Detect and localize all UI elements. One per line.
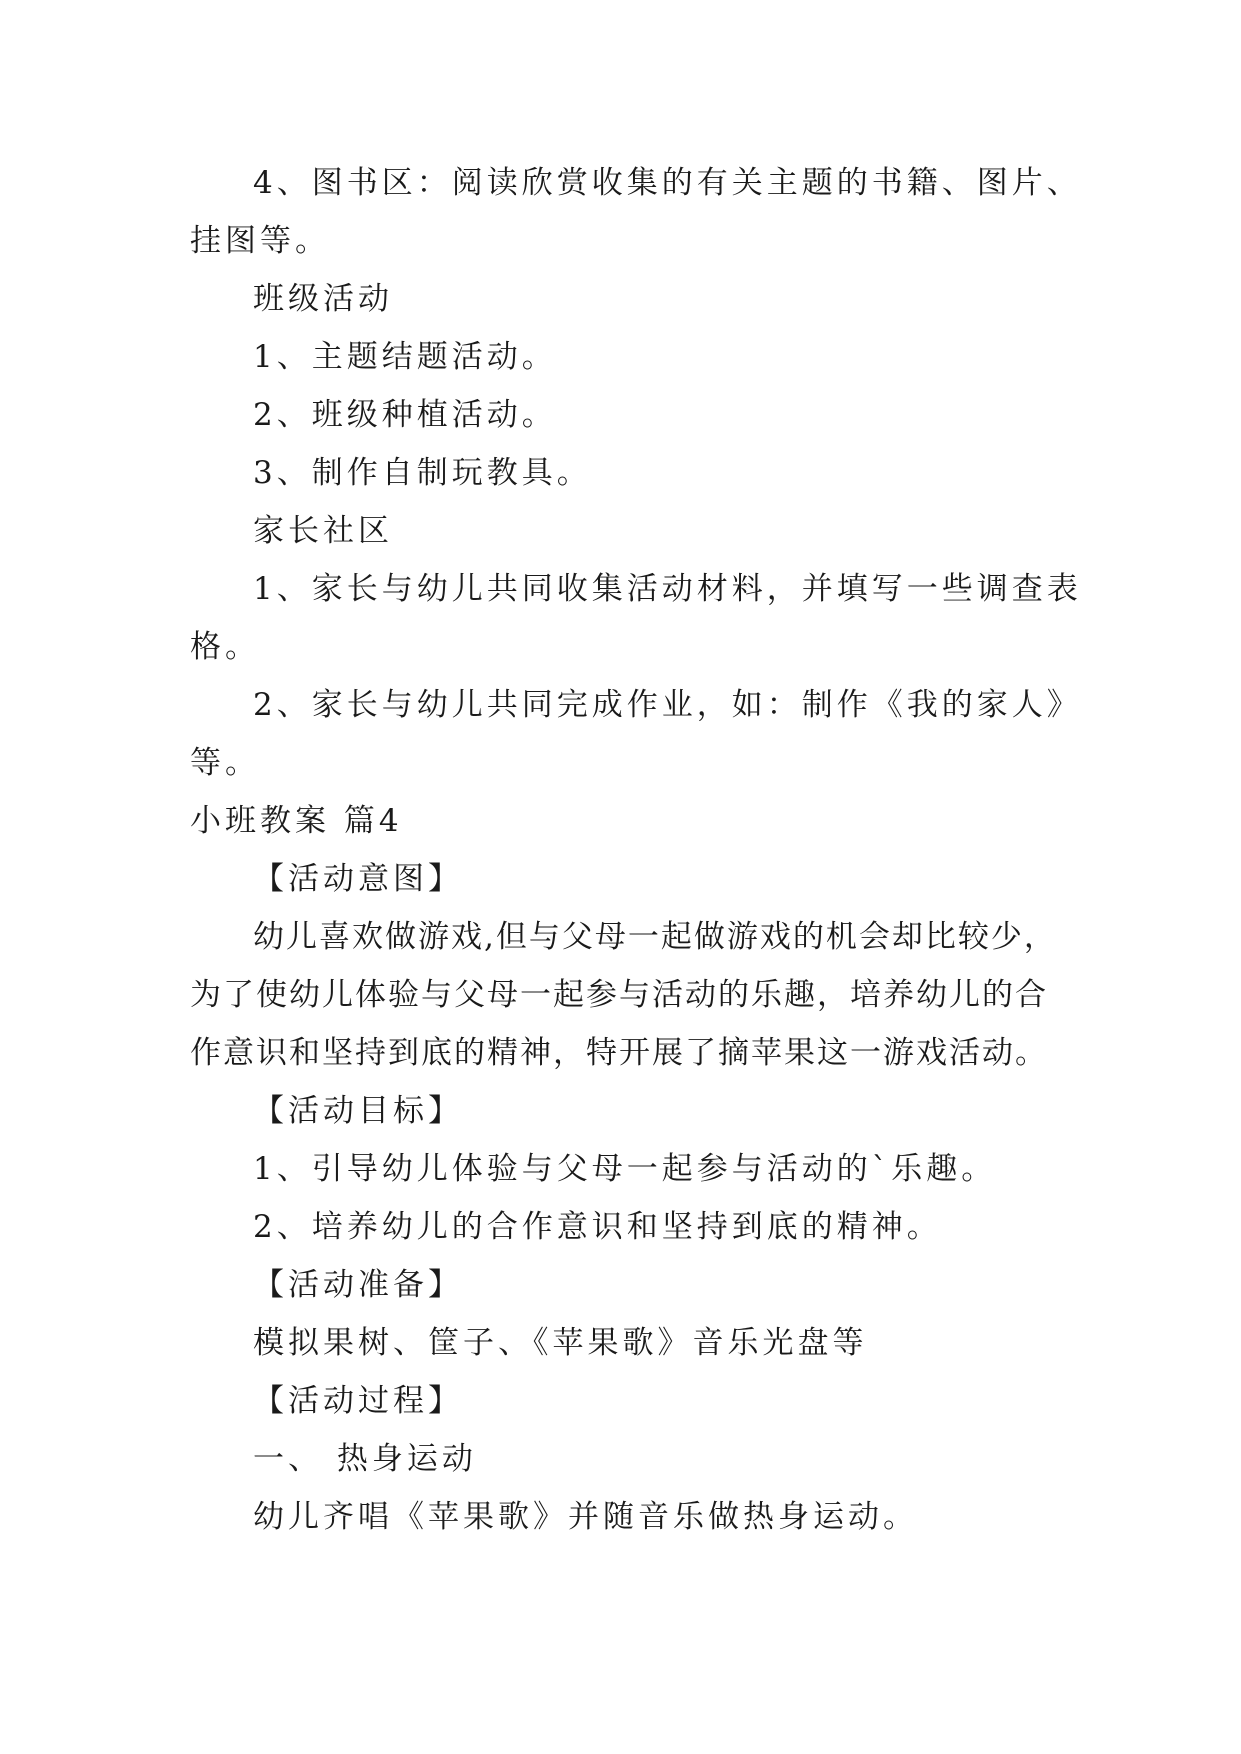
list-item: 1、主题结题活动。 — [253, 339, 557, 375]
section-heading: 班级活动 — [253, 281, 393, 317]
section-heading: 【活动目标】 — [253, 1093, 463, 1129]
list-item: 2、家长与幼儿共同完成作业，如：制作《我的家人》 — [253, 687, 1082, 723]
list-item: 2、班级种植活动。 — [253, 397, 557, 433]
text-line: 等。 — [190, 745, 260, 781]
text-line: 幼儿齐唱《苹果歌》并随音乐做热身运动。 — [253, 1499, 918, 1535]
section-heading: 【活动准备】 — [253, 1267, 463, 1303]
paragraph-line: 作意识和坚持到底的精神，特开展了摘苹果这一游戏活动。 — [190, 1035, 1048, 1071]
document-body — [190, 154, 1082, 1546]
section-heading: 家长社区 — [253, 513, 393, 549]
paragraph-line: 幼儿喜欢做游戏,但与父母一起做游戏的机会却比较少， — [253, 919, 1057, 955]
list-item: 3、制作自制玩教具。 — [253, 455, 592, 491]
list-item: 1、家长与幼儿共同收集活动材料，并填写一些调查表 — [253, 571, 1082, 607]
text-line: 挂图等。 — [190, 223, 330, 259]
paragraph-line: 为了使幼儿体验与父母一起参与活动的乐趣，培养幼儿的合 — [190, 977, 1048, 1013]
text-line: 格。 — [190, 629, 260, 665]
text-line: 模拟果树、筐子、《苹果歌》音乐光盘等 — [253, 1325, 868, 1361]
lesson-title: 小班教案 篇4 — [190, 803, 403, 839]
list-item: 一、 热身运动 — [253, 1441, 477, 1477]
section-heading: 【活动过程】 — [253, 1383, 463, 1419]
list-item: 2、培养幼儿的合作意识和坚持到底的精神。 — [253, 1209, 942, 1245]
section-heading: 【活动意图】 — [253, 861, 463, 897]
text-line: 4、图书区：阅读欣赏收集的有关主题的书籍、图片、 — [253, 165, 1082, 201]
list-item: 1、引导幼儿体验与父母一起参与活动的`乐趣。 — [253, 1151, 997, 1187]
